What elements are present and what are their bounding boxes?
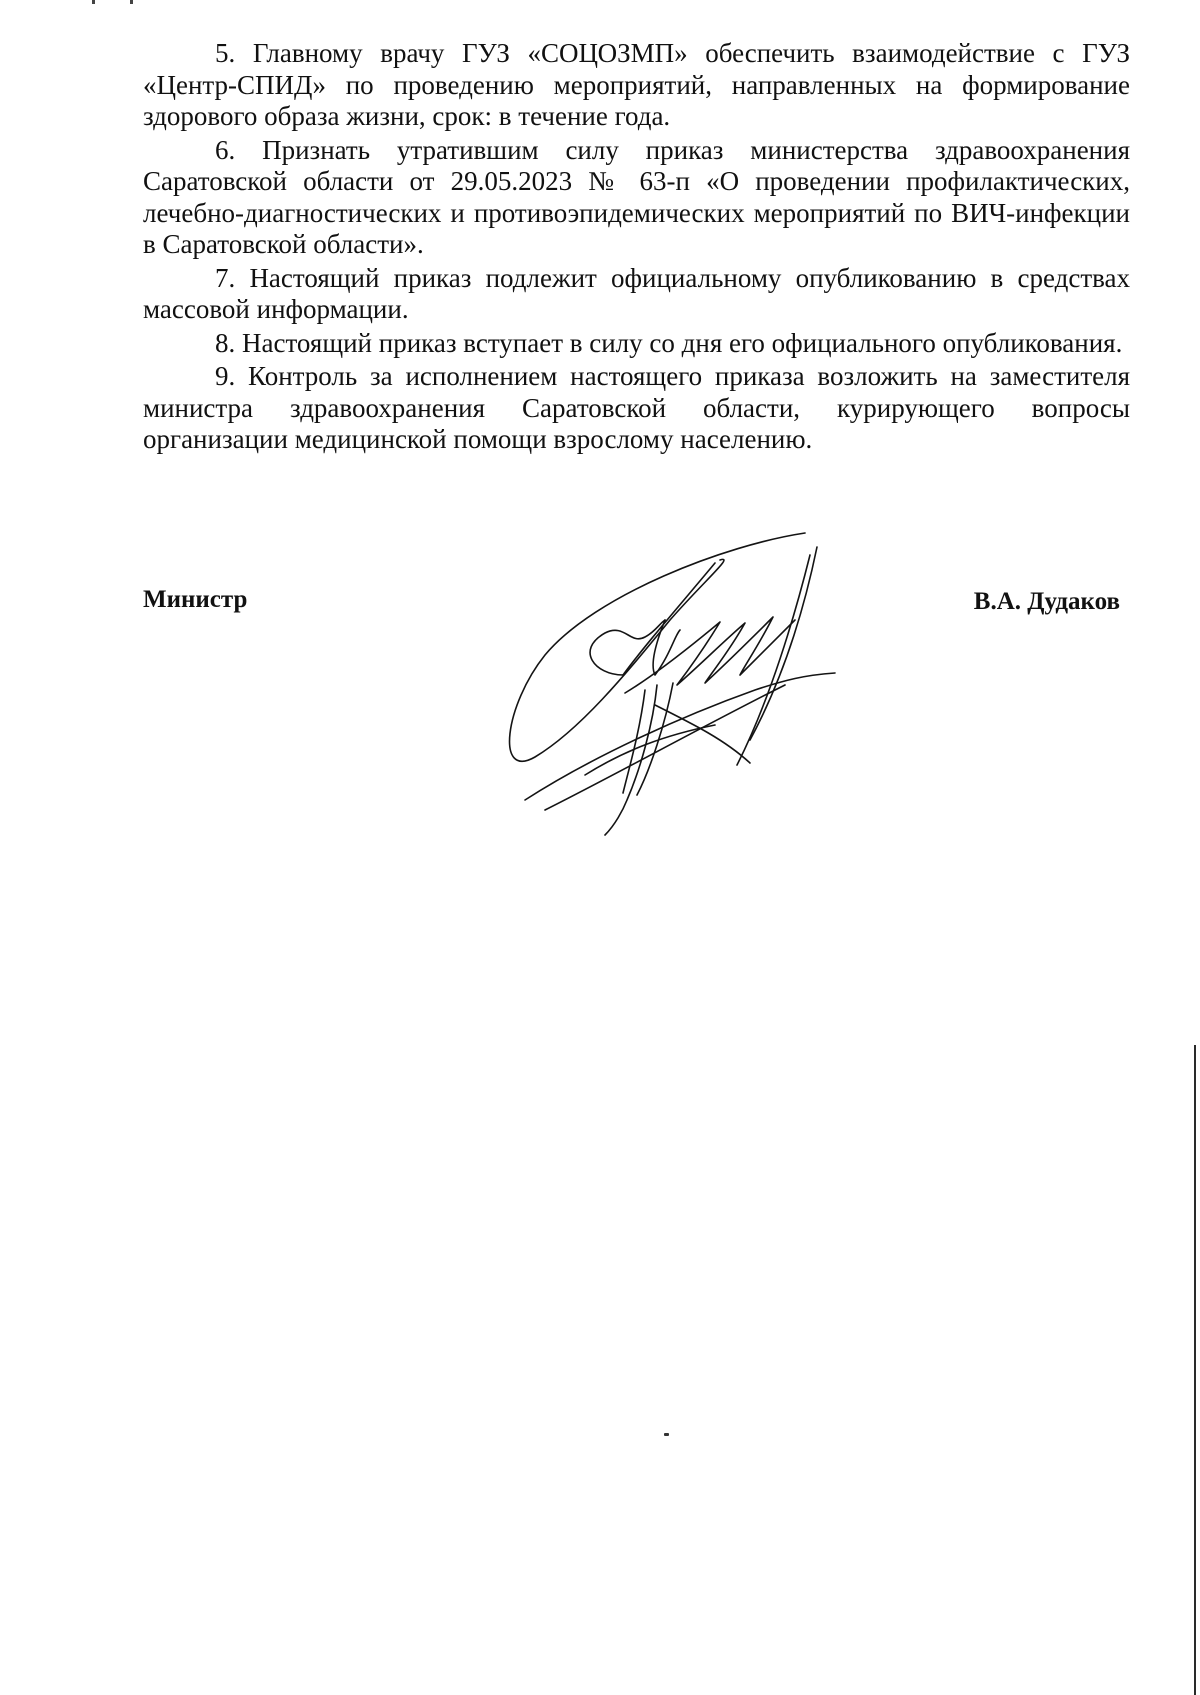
handwritten-signature (505, 525, 855, 840)
order-item-6: 6. Признать утратившим силу приказ министерства здравоохранения Саратовской области от 29.05.2023 № 63-п «О проведении профилактических, лечебно-диагностических и противоэпидемических мероприятий по ВИЧ-инфекции в Саратовской области». (143, 134, 1130, 259)
order-item-8: 8. Настоящий приказ вступает в силу со дня его официального опубликования. (215, 327, 1123, 358)
signer-name: В.А. Дудаков (973, 588, 1120, 615)
order-item-9: 9. Контроль за исполнением настоящего приказа возложить на заместителя министра здравоохранения Саратовской области, курирующего вопросы организации медицинской помощи взрослому населению. (143, 361, 1130, 454)
scan-artifact (130, 0, 133, 4)
scan-artifact (664, 1433, 669, 1436)
order-body (143, 38, 1130, 458)
scan-edge (1194, 1045, 1196, 1695)
signer-position: Министр (143, 586, 248, 613)
order-item-7: 7. Настоящий приказ подлежит официальному опубликованию в средствах массовой информации. (143, 262, 1130, 324)
scan-artifact (92, 0, 95, 4)
order-item-5: 5. Главному врачу ГУЗ «СОЦОЗМП» обеспечить взаимодействие с ГУЗ «Центр-СПИД» по проведению мероприятий, направленных на формирование здорового образа жизни, срок: в течение года. (143, 38, 1130, 131)
